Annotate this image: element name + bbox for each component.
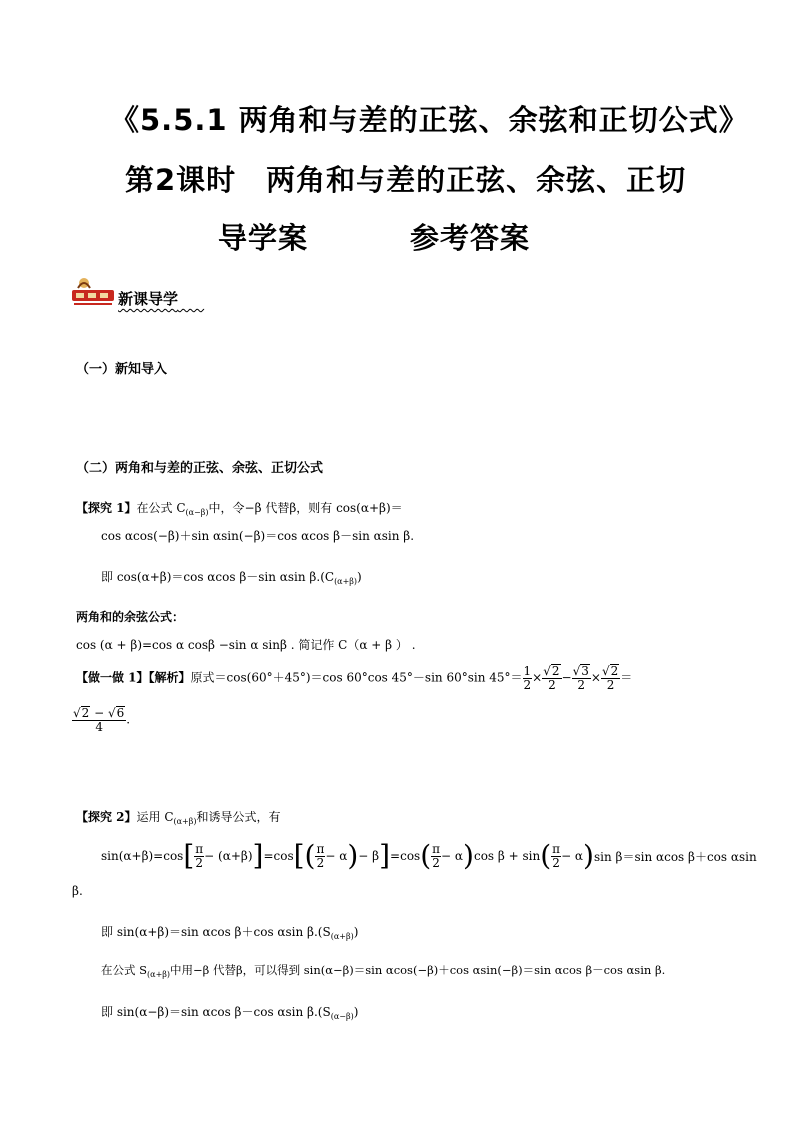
l5-text: 即 sin(α−β)＝sin αcos β－cos αsin β.(S bbox=[101, 1005, 331, 1019]
fraction-2 bbox=[542, 664, 561, 692]
pi-over-2-d bbox=[551, 843, 561, 870]
paren-close-3: ) bbox=[583, 839, 594, 872]
cos-sum-heading: 两角和的余弦公式： bbox=[76, 610, 185, 624]
explore-2-line-4 bbox=[101, 962, 665, 979]
explore-1-label: 【探究 1】 bbox=[76, 501, 137, 515]
section-new-lesson bbox=[118, 288, 204, 309]
fraction-3-num: 3 bbox=[581, 664, 589, 678]
wavy-extension bbox=[178, 290, 204, 308]
result-den: 4 bbox=[95, 720, 103, 734]
fraction-4-den: 2 bbox=[606, 678, 615, 692]
new-lesson-text: 新课导学 bbox=[118, 290, 179, 308]
explore-2-intro-sub: (α+β) bbox=[173, 817, 197, 826]
cos-sum-formula: cos (α + β)=cos α cosβ −sin α sinβ . 简记作 C（α + β ） . bbox=[76, 638, 416, 652]
explore-1-line-3-text: 即 cos(α+β)＝cos αcos β－sin αsin β.(C bbox=[101, 570, 335, 584]
l1-d: − α bbox=[325, 849, 348, 863]
explore-1-text-a: 在公式 C bbox=[136, 501, 186, 515]
result-end: . bbox=[126, 712, 131, 727]
part-1-heading: （一）新知导入 bbox=[76, 362, 168, 377]
title-line-3a: 导学案 bbox=[218, 221, 309, 255]
fraction-1-num: 1 bbox=[523, 663, 532, 678]
sqrt-icon: √ bbox=[601, 664, 610, 678]
fraction-2-den: 2 bbox=[548, 678, 556, 692]
two-c: 2 bbox=[432, 855, 440, 870]
bracket-open: [ bbox=[183, 839, 195, 872]
explore-1-sub-a: (α−β) bbox=[185, 508, 209, 517]
l5-sub: (α−β) bbox=[330, 1012, 354, 1021]
pi-a: π bbox=[195, 841, 204, 856]
paren-open: ( bbox=[304, 839, 316, 872]
explore-2-intro-b: 和诱导公式，有 bbox=[196, 810, 281, 824]
two-b: 2 bbox=[316, 855, 325, 870]
explore-2-line-3 bbox=[101, 923, 358, 941]
l1-g: − α bbox=[441, 849, 464, 863]
paren-close-2: ) bbox=[463, 839, 474, 872]
result-minus: − bbox=[90, 706, 108, 720]
explore-1-line-3 bbox=[101, 568, 362, 586]
l1-b: − (α+β) bbox=[204, 849, 253, 863]
pi-d: π bbox=[552, 841, 561, 856]
minus-1: − bbox=[561, 670, 572, 685]
l3-sub: (α+β) bbox=[330, 932, 354, 941]
times-1: × bbox=[532, 670, 543, 685]
l1-h: cos β + sin bbox=[473, 849, 541, 863]
explore-2-intro bbox=[76, 808, 281, 826]
pi-b: π bbox=[316, 841, 325, 856]
l4-b: 中用−β 代替β，可以得到 sin(α−β)＝sin αcos(−β)＋cos αsin(−β)＝sin αcos β－cos αsin β. bbox=[170, 963, 666, 977]
l1-f: =cos bbox=[390, 849, 421, 863]
title-line-1: 《5.5.1 两角和与差的正弦、余弦和正切公式》 bbox=[110, 103, 749, 137]
paren-open-3: ( bbox=[540, 839, 552, 872]
explore-1-line-2: cos αcos(−β)＋sin αsin(−β)＝cos αcos β－sin αsin β. bbox=[101, 529, 415, 543]
l1-a: sin(α+β)=cos bbox=[101, 849, 184, 863]
times-2: × bbox=[590, 670, 601, 685]
result-num-b: 6 bbox=[116, 706, 125, 720]
equals-1: ＝ bbox=[620, 670, 633, 685]
try-1-result bbox=[72, 706, 130, 734]
two-a: 2 bbox=[195, 855, 204, 870]
l4-sub: (α+β) bbox=[147, 970, 171, 979]
fraction-4 bbox=[601, 664, 620, 692]
pi-over-2-b bbox=[315, 843, 325, 870]
result-num-a: 2 bbox=[81, 706, 90, 720]
bracket-close: ] bbox=[252, 839, 264, 872]
fraction-3 bbox=[572, 664, 591, 692]
two-d: 2 bbox=[552, 855, 560, 870]
fraction-1-den: 2 bbox=[523, 677, 532, 692]
title-line-2: 第2课时 两角和与差的正弦、余弦、正切 bbox=[125, 163, 687, 197]
pi-over-2-c bbox=[431, 843, 441, 870]
explore-2-label: 【探究 2】 bbox=[76, 810, 137, 824]
l5-end: ) bbox=[353, 1005, 359, 1019]
try-1-line bbox=[76, 664, 632, 704]
l4-a: 在公式 S bbox=[101, 963, 148, 977]
sqrt-icon: √ bbox=[572, 664, 581, 678]
l1-i: − α bbox=[561, 849, 584, 863]
title-line-3b: 参考答案 bbox=[410, 221, 531, 255]
paren-close: ) bbox=[347, 839, 359, 872]
fraction-4-num: 2 bbox=[610, 664, 619, 678]
explore-1-text-b: 中，令−β 代替β，则有 cos(α+β)＝ bbox=[208, 501, 403, 515]
paren-open-2: ( bbox=[420, 839, 432, 872]
part-2-heading: （二）两角和与差的正弦、余弦、正切公式 bbox=[76, 461, 324, 476]
explore-2-line-2: β. bbox=[72, 884, 83, 898]
sqrt-icon: √ bbox=[73, 706, 81, 720]
explore-2-line-5 bbox=[101, 1003, 358, 1021]
try-1-label: 【做一做 1】【解析】 bbox=[76, 670, 191, 685]
pi-c: π bbox=[432, 841, 441, 856]
pi-over-2-a bbox=[194, 843, 204, 870]
result-fraction bbox=[72, 706, 126, 734]
try-1-text: 原式＝cos(60°＋45°)＝cos 60°cos 45°－sin 60°sin 45°＝ bbox=[190, 670, 523, 685]
l1-j: sin β＝sin αcos β＋cos αsin bbox=[593, 849, 757, 864]
l1-e: − β bbox=[358, 849, 380, 863]
explore-1-line-3-sub: (α+β) bbox=[334, 577, 358, 586]
sqrt-icon: √ bbox=[543, 664, 551, 678]
l3-end: ) bbox=[353, 925, 359, 939]
explore-2-line-1 bbox=[101, 838, 757, 874]
l3-text: 即 sin(α+β)＝sin αcos β＋cos αsin β.(S bbox=[101, 925, 331, 939]
lesson-logo-icon bbox=[70, 276, 116, 312]
fraction-3-den: 2 bbox=[577, 678, 586, 692]
explore-2-intro-a: 运用 C bbox=[136, 810, 174, 824]
bracket-close-2: ] bbox=[379, 839, 391, 872]
l1-c: =cos bbox=[263, 849, 294, 863]
explore-1-line-1 bbox=[76, 499, 403, 517]
fraction-1 bbox=[523, 665, 533, 692]
sqrt-icon: √ bbox=[107, 706, 116, 720]
explore-1-line-3-end: ) bbox=[357, 570, 362, 584]
fraction-2-num: 2 bbox=[551, 664, 560, 678]
bracket-open-2: [ bbox=[293, 839, 305, 872]
